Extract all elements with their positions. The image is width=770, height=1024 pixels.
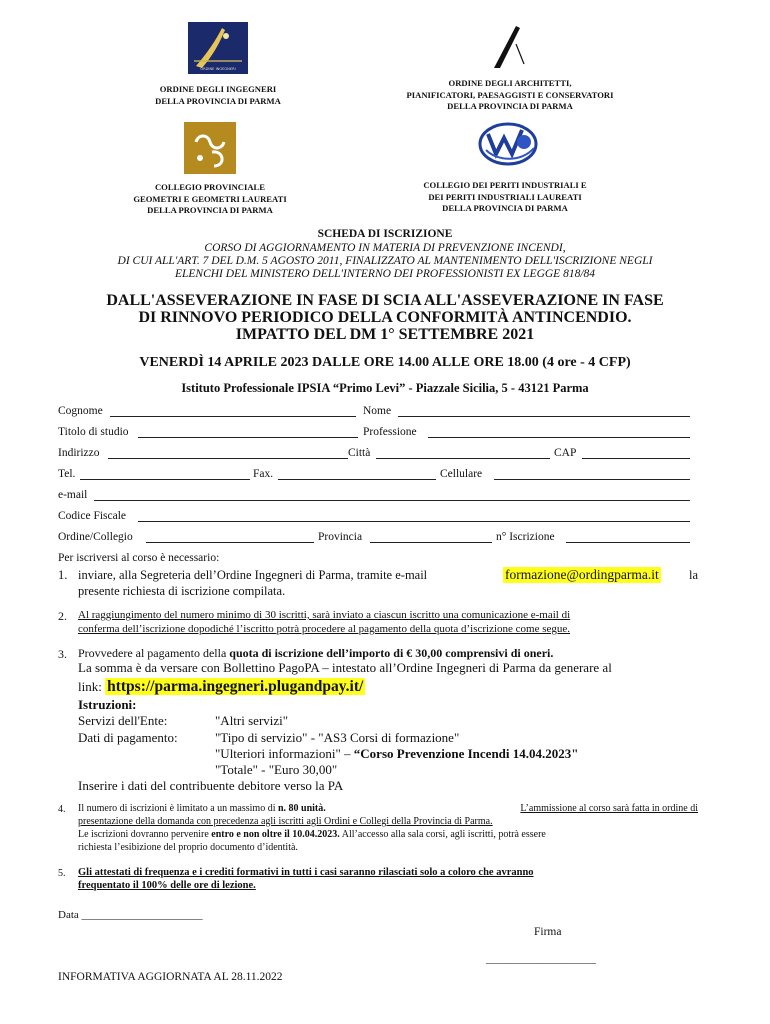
event-date: VENERDÌ 14 APRILE 2023 DALLE ORE 14.00 ALLE ORE 18.00 (4 ore - 4 CFP) xyxy=(139,355,631,370)
tel-label: Tel. xyxy=(58,468,76,480)
cellulare-label: Cellulare xyxy=(440,468,483,480)
scheda-title: SCHEDA DI ISCRIZIONE xyxy=(317,228,453,240)
titolo-label: Titolo di studio xyxy=(58,426,129,438)
item4-text xyxy=(78,802,698,854)
ordine-ingegneri-logo xyxy=(188,22,248,74)
org-line: ORDINE DEGLI INGEGNERI xyxy=(159,84,277,94)
course-line: ELENCHI DEL MINISTERO DELL'INTERNO DEI PROFESSIONISTI EX LEGGE 818/84 xyxy=(174,268,596,280)
nome-field[interactable] xyxy=(398,416,690,417)
org-line: DELLA PROVINCIA DI PARMA xyxy=(442,203,568,213)
main-title-line: DI RINNOVO PERIODICO DELLA CONFORMITÀ ANTINCENDIO. xyxy=(138,309,632,326)
org-line: DELLA PROVINCIA DI PARMA xyxy=(147,205,273,215)
collegio-geometri-logo xyxy=(184,122,236,174)
main-title-line: DALL'ASSEVERAZIONE IN FASE DI SCIA ALL'ASSEVERAZIONE IN FASE xyxy=(106,292,664,309)
codice-fiscale-field[interactable] xyxy=(138,521,690,522)
collegio-periti-logo xyxy=(478,120,540,168)
org-line: PIANIFICATORI, PAESAGGISTI E CONSERVATORI xyxy=(406,89,614,100)
form-row-cf xyxy=(58,510,692,524)
firma-field[interactable]: ____________________ xyxy=(486,953,596,965)
item4-line-c xyxy=(78,828,698,841)
professione-field[interactable] xyxy=(428,437,690,438)
item1-la: la xyxy=(688,568,698,582)
item5-line-a: Gli attestati di frequenza e i crediti formativi in tutti i casi saranno rilasciati solo a coloro che avranno xyxy=(78,867,534,878)
iscrizione-label: n° Iscrizione xyxy=(496,531,555,543)
codice-fiscale-label: Codice Fiscale xyxy=(58,510,127,522)
indirizzo-label: Indirizzo xyxy=(58,447,100,459)
form-row-name xyxy=(58,405,692,419)
course-line: CORSO DI AGGIORNAMENTO IN MATERIA DI PREVENZIONE INCENDI, xyxy=(204,242,566,254)
cognome-label: Cognome xyxy=(58,405,103,417)
fax-label: Fax. xyxy=(253,468,274,480)
org-line: GEOMETRI E GEOMETRI LAUREATI xyxy=(133,193,287,204)
svg-text:ORDINE INGEGNERI: ORDINE INGEGNERI xyxy=(200,67,236,71)
item4-line-b: presentazione della domanda con precedenza agli iscritti agli Ordini e Collegi della Provincia di Parma. xyxy=(78,816,493,827)
cap-field[interactable] xyxy=(582,458,690,459)
firma-label: Firma xyxy=(534,926,562,938)
ordine-architetti-logo xyxy=(490,20,530,72)
dati-line-2-course: “Corso Prevenzione Incendi 14.04.2023" xyxy=(353,746,579,761)
item4-admission: L’ammissione al corso sarà fatta in ordine di xyxy=(520,803,698,814)
org-line: DELLA PROVINCIA DI PARMA xyxy=(447,101,573,111)
course-description xyxy=(0,242,770,281)
item3-line-b: La somma è da versare con Bollettino PagoPA – intestato all’Ordine Ingegneri di Parma da generare al xyxy=(78,660,612,675)
org-line: DEI PERITI INDUSTRIALI LAUREATI xyxy=(428,191,582,202)
event-venue: Istituto Professionale IPSIA “Primo Levi” - Piazzale Sicilia, 5 - 43121 Parma xyxy=(181,381,589,395)
item4-prefix: Il numero di iscrizioni è limitato a un massimo di xyxy=(78,803,276,814)
main-title xyxy=(0,292,770,343)
email-label: e-mail xyxy=(58,489,88,501)
item3-amount: quota di iscrizione dell’importo di € 30,00 comprensivi di oneri. xyxy=(229,646,554,660)
item3-prefix: Provvedere al pagamento della xyxy=(78,646,227,660)
form-row-email xyxy=(58,489,692,503)
org-line: COLLEGIO DEI PERITI INDUSTRIALI E xyxy=(423,180,587,190)
item5-text xyxy=(78,866,698,892)
org-line: ORDINE DEGLI ARCHITETTI, xyxy=(448,78,572,88)
form-row-indirizzo xyxy=(58,447,692,461)
email-field[interactable] xyxy=(94,500,690,501)
cognome-field[interactable] xyxy=(110,416,356,417)
item2-line-a: Al raggiungimento del numero minimo di 30 iscritti, sarà inviato a ciascun iscritto una comunicazione e-mail di xyxy=(78,609,571,621)
email-link[interactable]: formazione@ordingparma.it xyxy=(505,567,659,582)
istruzioni-heading: Istruzioni: xyxy=(78,697,137,712)
item4-deadline: entro e non oltre il 10.04.2023. xyxy=(211,829,340,840)
item3-link-row xyxy=(78,680,365,694)
cap-label: CAP xyxy=(554,447,577,459)
course-line: DI CUI ALL'ART. 7 DEL D.M. 5 AGOSTO 2011, FINALIZZATO AL MANTENIMENTO DELL'ISCRIZIONE NEGLI xyxy=(117,255,653,267)
item4-access: All’accesso alla sala corsi, agli iscritti, potrà essere xyxy=(341,829,546,840)
dati-label: Dati di pagamento: xyxy=(78,730,178,745)
tel-field[interactable] xyxy=(80,479,250,480)
inserire-text: Inserire i dati del contribuente debitore verso la PA xyxy=(78,778,344,793)
ordine-label: Ordine/Collegio xyxy=(58,531,133,543)
item1-line-a: inviare, alla Segreteria dell’Ordine Ingegneri di Parma, tramite e-mail xyxy=(78,568,428,582)
main-title-line: IMPATTO DEL DM 1° SETTEMBRE 2021 xyxy=(235,326,535,343)
dati-line-1: "Tipo di servizio" - "AS3 Corsi di formazione" xyxy=(215,730,460,745)
form-row-titolo xyxy=(58,426,692,440)
item-number: 5. xyxy=(58,868,66,879)
pagopa-link[interactable]: https://parma.ingegneri.plugandpay.it/ xyxy=(107,678,364,695)
item-number: 3. xyxy=(58,647,67,661)
dati-line-3: "Totale" - "Euro 30,00" xyxy=(215,762,338,777)
org-line: COLLEGIO PROVINCIALE xyxy=(154,182,266,192)
item1-line-b: presente richiesta di iscrizione compilata. xyxy=(78,584,286,598)
org-ingegneri xyxy=(128,84,308,107)
item3-text xyxy=(78,646,698,660)
org-architetti xyxy=(380,78,640,113)
item4-line-d: richiesta l’esibizione del proprio documento d’identità. xyxy=(78,842,298,853)
provincia-field[interactable] xyxy=(370,542,492,543)
iscrizione-field[interactable] xyxy=(566,542,690,543)
provincia-label: Provincia xyxy=(318,531,363,543)
cellulare-field[interactable] xyxy=(494,479,690,480)
org-line: DELLA PROVINCIA DI PARMA xyxy=(155,95,281,106)
item4-limit: n. 80 unità. xyxy=(277,803,326,814)
indirizzo-field[interactable] xyxy=(108,458,348,459)
titolo-field[interactable] xyxy=(138,437,358,438)
citta-label: Città xyxy=(348,447,371,459)
item4-line-a xyxy=(78,802,698,815)
form-row-tel xyxy=(58,468,692,482)
form-row-ordine xyxy=(58,531,692,545)
item3-line-a xyxy=(78,646,698,660)
item2-line-b: conferma dell’iscrizione dopodiché l’iscritto potrà procedere al pagamento della quota d’iscrizione come segue. xyxy=(78,623,571,635)
dati-line-2-prefix: "Ulteriori informazioni" – xyxy=(215,746,351,761)
intro-text: Per iscriversi al corso è necessario: xyxy=(58,552,220,564)
item2-text xyxy=(78,608,698,636)
professione-label: Professione xyxy=(363,426,417,438)
item-number: 4. xyxy=(58,804,66,815)
item-number: 2. xyxy=(58,609,67,623)
informativa-text: INFORMATIVA AGGIORNATA AL 28.11.2022 xyxy=(58,971,283,983)
ordine-field[interactable] xyxy=(146,542,314,543)
dati-line-2 xyxy=(215,747,579,761)
servizi-label: Servizi dell'Ente: xyxy=(78,713,168,728)
nome-label: Nome xyxy=(363,405,392,417)
citta-field[interactable] xyxy=(376,458,550,459)
item4-deadline-prefix: Le iscrizioni dovranno pervenire xyxy=(78,829,209,840)
date-field[interactable]: Data ______________________ xyxy=(58,909,203,921)
item1-text xyxy=(78,567,698,599)
item5-line-b: frequentato il 100% delle ore di lezione. xyxy=(78,880,256,891)
servizi-value: "Altri servizi" xyxy=(215,713,289,728)
item-number: 1. xyxy=(58,568,68,582)
org-geometri xyxy=(120,182,300,217)
org-periti xyxy=(388,180,622,215)
fax-field[interactable] xyxy=(278,479,436,480)
link-label: link: xyxy=(78,679,102,694)
